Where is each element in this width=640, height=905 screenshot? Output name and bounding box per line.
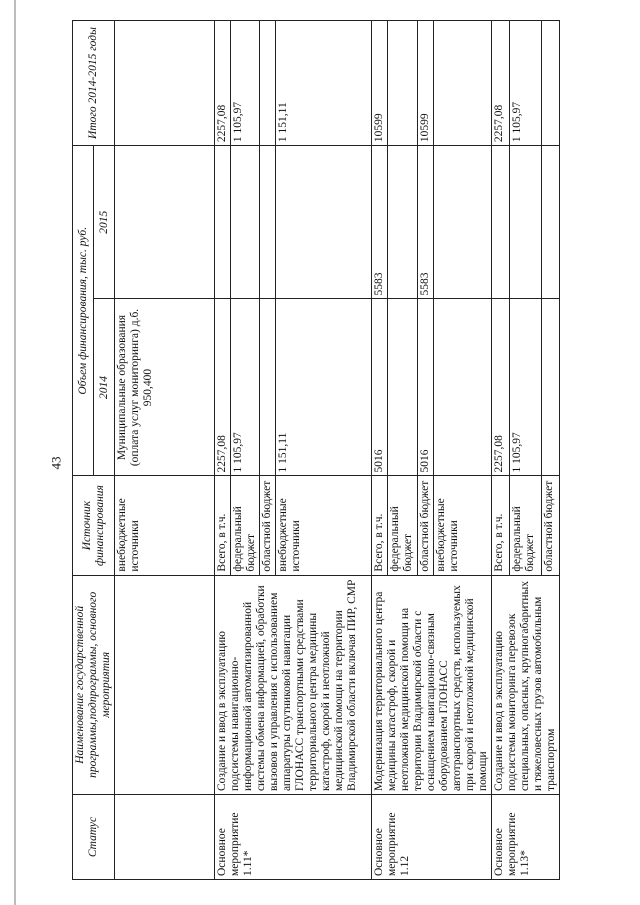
m113-name: Создание и ввод в эксплуатацию подсистемы мониторинга перевозок специальных, опасных, крупногабаритных и тяжеловесных грузов автомобильным транспортом: [492, 575, 560, 794]
m111-2015-2: [260, 146, 276, 299]
m111-source-0: Всего, в т.ч.: [215, 476, 231, 575]
m113-2015-1: [509, 146, 541, 299]
m112-total-3: [434, 21, 492, 146]
m113-total-1: 1 105,97: [509, 21, 541, 146]
m111-2014-2: [260, 299, 276, 476]
header-row-1: [73, 21, 94, 880]
m111-status: Основное мероприятие 1.11*: [215, 795, 372, 880]
m112-2014-3: [434, 299, 492, 476]
m112-row-0: [372, 21, 388, 880]
prev-source: внебюджетные источники: [115, 476, 215, 575]
m112-2015-3: [434, 146, 492, 299]
m111-source-1: федеральный бюджет: [231, 476, 260, 575]
m113-2014-0: 2257,08: [492, 299, 510, 476]
m111-source-2: областной бюджет: [260, 476, 276, 575]
m111-2014-0: 2257,08: [215, 299, 231, 476]
prev-2014-note: Муниципальные образования (оплата услуг мониторинга) д.б. 950,400: [115, 299, 215, 476]
m112-source-0: Всего, в т.ч.: [372, 476, 388, 575]
m111-source-3: внебюджетные источники: [276, 476, 372, 575]
m113-row-0: [492, 21, 510, 880]
m111-total-1: 1 105,97: [231, 21, 260, 146]
m112-2015-2: 5583: [417, 146, 433, 299]
m112-2015-1: [388, 146, 417, 299]
prev-row: [115, 21, 215, 880]
page-number: 43: [48, 456, 64, 470]
header-name: Наименование государственной программы,подпрограммы, основного мероприятия: [73, 575, 115, 794]
m111-total-3: 1 151,11: [276, 21, 372, 146]
header-volume: Объем финансирования, тыс. руб.: [73, 146, 94, 476]
m113-2014-2: [542, 299, 560, 476]
m111-2015-0: [215, 146, 231, 299]
m111-name: Создание и ввод в эксплуатацию подсистемы навигационно-информационной автоматизированной системы обмена информацией, обработки вызовов и управления с использованием аппаратуры спутниковой навигации ГЛОНАСС транспортными средствами территориального центра медицины катастроф, скорой и неотложной медицинской помощи на территории Владимирской области включая ПИР, СМР: [215, 575, 372, 794]
m112-total-2: 10599: [417, 21, 433, 146]
header-status: Статус: [73, 795, 115, 880]
m111-total-2: [260, 21, 276, 146]
header-total: Итого 2014-2015 годы: [73, 21, 115, 146]
financing-table: [72, 20, 560, 880]
m111-2015-3: [276, 146, 372, 299]
m112-total-0: 10599: [372, 21, 388, 146]
m113-total-0: 2257,08: [492, 21, 510, 146]
m113-source-1: федеральный бюджет: [509, 476, 541, 575]
m111-2015-1: [231, 146, 260, 299]
header-source: Источник финансирования: [73, 476, 115, 575]
m113-2015-0: [492, 146, 510, 299]
prev-name: [115, 575, 215, 794]
header-2015: 2015: [94, 146, 115, 299]
rotated-page: [72, 20, 632, 880]
m112-source-1: федеральный бюджет: [388, 476, 417, 575]
m112-2015-0: 5583: [372, 146, 388, 299]
m112-2014-1: [388, 299, 417, 476]
m111-total-0: 2257,08: [215, 21, 231, 146]
m112-total-1: [388, 21, 417, 146]
prev-status: [115, 795, 215, 880]
m113-2015-2: [542, 146, 560, 299]
m111-row-0: [215, 21, 231, 880]
scan-edge: [14, 0, 16, 905]
m113-status: Основное мероприятие 1.13*: [492, 795, 560, 880]
m111-2014-3: 1 151,11: [276, 299, 372, 476]
m112-status: Основное мероприятие 1.12: [372, 795, 492, 880]
m113-source-2: областной бюджет: [542, 476, 560, 575]
m112-2014-0: 5016: [372, 299, 388, 476]
m112-source-2: областной бюджет: [417, 476, 433, 575]
prev-2015: [115, 146, 215, 299]
header-2014: 2014: [94, 299, 115, 476]
prev-total: [115, 21, 215, 146]
m112-source-3: внебюджетные источники: [434, 476, 492, 575]
m112-name: Модернизация территориального центра медицины катастроф, скорой и неотложной медицинской помощи на территории Владимирской области с оснащением навигационно-связным оборудованием ГЛОНАСС автотранспортных средств, используемых при скорой и неотложной медицинской помощи: [372, 575, 492, 794]
m112-2014-2: 5016: [417, 299, 433, 476]
m113-2014-1: 1 105,97: [509, 299, 541, 476]
m113-total-2: [542, 21, 560, 146]
m113-source-0: Всего, в т.ч.: [492, 476, 510, 575]
m111-2014-1: 1 105,97: [231, 299, 260, 476]
